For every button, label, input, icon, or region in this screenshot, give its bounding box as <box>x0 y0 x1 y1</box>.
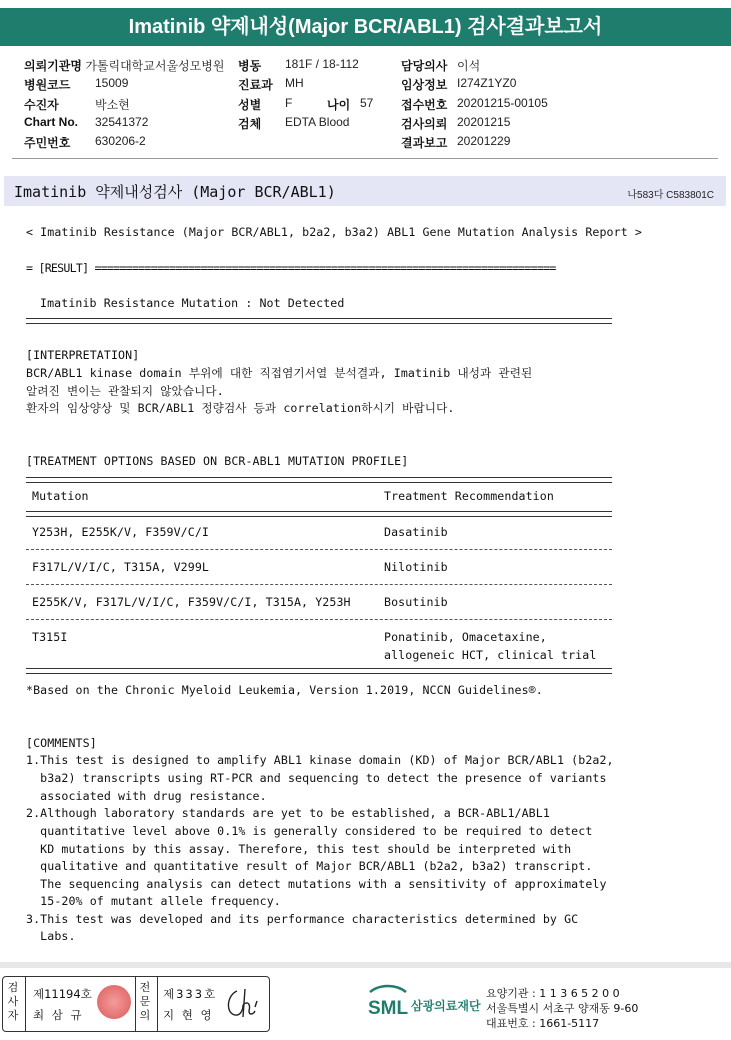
result-line: Imatinib Resistance Mutation : Not Detected <box>40 296 345 310</box>
table-row-mutation: T315I <box>32 630 68 644</box>
specialist-name: 지 현 영 <box>163 1008 214 1022</box>
interpretation-line-1: BCR/ABL1 kinase domain 부위에 대한 직접염기서열 분석결과, Imatinib 내성과 관련된 <box>26 366 533 380</box>
footer-divider <box>0 962 731 968</box>
header-request-date: 검사의뢰 20201215 <box>401 115 511 131</box>
institution-phone: 대표번호 : 1661-5117 <box>486 1017 600 1030</box>
header-department: 진료과 MH <box>238 76 304 92</box>
table-row-treatment: Dasatinib <box>384 525 448 539</box>
row-divider <box>26 584 612 585</box>
comment-line: KD mutations by this assay. Therefore, this test should be interpreted with <box>26 842 572 856</box>
tester-license-no: 제11194호 <box>33 987 92 1001</box>
tester-name: 최 삼 규 <box>33 1008 84 1022</box>
signature-box <box>2 976 270 1032</box>
section-title: Imatinib 약제내성검사 (Major BCR/ABL1) <box>14 183 336 201</box>
header-receipt-no: 접수번호 20201215-00105 <box>401 96 548 112</box>
table-row-mutation: F317L/V/I/C, T315A, V299L <box>32 560 210 574</box>
footnote: *Based on the Chronic Myeloid Leukemia, Version 1.2019, NCCN Guidelines®. <box>26 683 543 697</box>
result-header: = [RESULT] ========================================================================== <box>26 261 556 275</box>
divider-double <box>26 477 612 483</box>
specialist-license-no: 제333호 <box>163 987 218 1001</box>
header-ward: 병동 181F / 18-112 <box>238 57 359 73</box>
table-row-mutation: E255K/V, F317L/V/I/C, F359V/C/I, T315A, Y253H <box>32 595 351 609</box>
header-specimen: 검체 EDTA Blood <box>238 115 350 131</box>
comment-line: qualitative and quantitative result of Major BCR/ABL1 (b2a2, b3a2) transcript. <box>26 859 593 873</box>
header-sex: 성별 F <box>238 96 293 112</box>
org-name: 삼광의료재단 <box>411 999 481 1013</box>
comments-header: [COMMENTS] <box>26 736 97 750</box>
header-facility: 의뢰기관명 가톨릭대학교서울성모병원 <box>24 59 225 73</box>
header-patient: 수진자 박소현 <box>24 98 130 112</box>
interpretation-header: [INTERPRETATION] <box>26 348 140 362</box>
section-code: 나583다 C583801C <box>627 190 714 201</box>
comment-line: 1.This test is designed to amplify ABL1 kinase domain (KD) of Major BCR/ABL1 (b2a2, <box>26 753 614 767</box>
row-divider <box>26 619 612 620</box>
report-title: Imatinib 약제내성(Major BCR/ABL1) 검사결과보고서 <box>0 8 731 46</box>
box-divider <box>25 977 26 1031</box>
comment-line: Labs. <box>26 929 76 943</box>
header-divider <box>12 158 718 159</box>
header-report-date: 결과보고 20201229 <box>401 134 511 150</box>
divider-double <box>26 318 612 324</box>
treatment-header: [TREATMENT OPTIONS BASED ON BCR-ABL1 MUTATION PROFILE] <box>26 454 409 468</box>
header-doctor: 담당의사 이석 <box>401 59 481 73</box>
institution-address: 서울특별시 서초구 양재동 9-60 <box>486 1002 639 1015</box>
interpretation-line-2: 알려진 변이는 관찰되지 않았습니다. <box>26 384 224 398</box>
table-row-mutation: Y253H, E255K/V, F359V/C/I <box>32 525 210 539</box>
comment-line: quantitative level above 0.1% is generally considered to be required to detect <box>26 824 593 838</box>
header-age: 나이 57 <box>327 96 374 112</box>
comment-line: b3a2) transcripts using RT-PCR and sequencing to detect the presence of variants <box>26 771 607 785</box>
interpretation-line-3: 환자의 임상양상 및 BCR/ABL1 정량검사 등과 correlation하시기 바랍니다. <box>26 401 455 415</box>
header-chart-no: Chart No. 32541372 <box>24 115 149 129</box>
table-col-mutation: Mutation <box>32 489 89 503</box>
divider-double <box>26 511 612 517</box>
comment-line: 2.Although laboratory standards are yet to be established, a BCR-ABL1/ABL1 <box>26 806 550 820</box>
header-hospital-code: 병원코드 15009 <box>24 76 129 92</box>
table-row-treatment: Ponatinib, Omacetaxine, <box>384 630 547 644</box>
table-row-treatment: Nilotinib <box>384 560 448 574</box>
header-resident-no: 주민번호 630206-2 <box>24 134 146 150</box>
sml-logo-icon <box>366 984 410 1020</box>
row-divider <box>26 549 612 550</box>
comment-line: The sequencing analysis can detect mutations with a sensitivity of approximately <box>26 877 607 891</box>
comment-line: associated with drug resistance. <box>26 789 267 803</box>
box-divider <box>135 977 136 1031</box>
table-col-treatment: Treatment Recommendation <box>384 489 554 503</box>
tester-label: 검사자 <box>7 981 19 1022</box>
table-row-treatment: Bosutinib <box>384 595 448 609</box>
seal-stamp-icon <box>97 985 131 1019</box>
comment-line: 15-20% of mutant allele frequency. <box>26 894 281 908</box>
report-subtitle: < Imatinib Resistance (Major BCR/ABL1, b2a2, b3a2) ABL1 Gene Mutation Analysis Report > <box>26 225 642 239</box>
divider-double <box>26 668 612 674</box>
comment-line: 3.This test was developed and its performance characteristics determined by GC <box>26 912 579 926</box>
table-row-treatment-cont: allogeneic HCT, clinical trial <box>384 648 597 662</box>
logo-text: SML <box>368 998 409 1019</box>
institution-code: 요양기관 : 1 1 3 6 5 2 0 0 <box>486 987 620 1000</box>
specialist-label: 전문의 <box>139 981 151 1022</box>
signature-icon <box>223 983 263 1023</box>
header-clinical-info: 임상정보 I274Z1YZ0 <box>401 76 517 92</box>
box-divider <box>157 977 158 1031</box>
